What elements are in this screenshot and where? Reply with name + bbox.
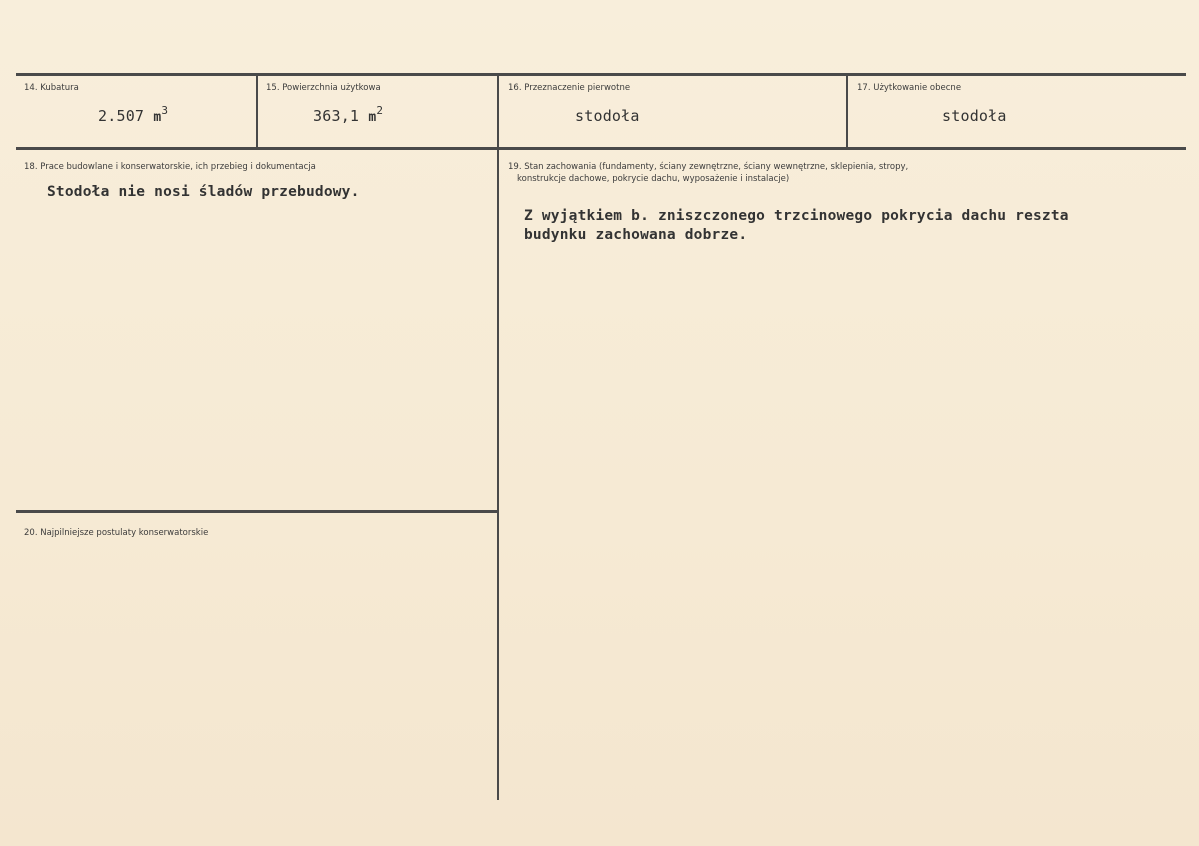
field-17-value: stodoła: [942, 107, 1007, 125]
field-15-unit: m: [368, 110, 377, 125]
section18-bottom-rule: [16, 510, 497, 513]
row1-bottom-rule: [16, 147, 1186, 150]
field-19-label-line1: 19. Stan zachowania (fundamenty, ściany zewnętrzne, ściany wewnętrzne, sklepienia, stropy,: [508, 162, 909, 172]
field-16-label: 16. Przeznaczenie pierwotne: [508, 83, 631, 93]
field-19-label-line2: konstrukcje dachowe, pokrycie dachu, wyposażenie i instalacje): [517, 174, 790, 184]
field-18-value: Stodoła nie nosi śladów przebudowy.: [47, 184, 360, 200]
field-14-value: [98, 104, 168, 125]
field-14-label: 14. Kubatura: [24, 83, 79, 93]
divider-14-15: [256, 75, 258, 149]
field-19-value-line2: budynku zachowana dobrze.: [524, 227, 748, 243]
divider-16-17: [846, 75, 848, 149]
field-14-number: 2.507: [98, 107, 145, 125]
field-18-label: 18. Prace budowlane i konserwatorskie, ich przebieg i dokumentacja: [24, 162, 316, 172]
field-14-exponent: 3: [161, 104, 169, 117]
field-16-value: stodoła: [575, 107, 640, 125]
field-15-number: 363,1: [313, 107, 360, 125]
field-14-unit: m: [153, 110, 162, 125]
field-15-value: [313, 104, 383, 125]
field-19-value-line1: Z wyjątkiem b. zniszczonego trzcinowego pokrycia dachu reszta: [524, 208, 1069, 224]
field-20-label: 20. Najpilniejsze postulaty konserwatorskie: [24, 528, 209, 538]
top-rule: [16, 73, 1186, 76]
field-15-label: 15. Powierzchnia użytkowa: [266, 83, 381, 93]
field-15-exponent: 2: [376, 104, 384, 117]
field-17-label: 17. Użytkowanie obecne: [857, 83, 962, 93]
divider-main: [497, 75, 499, 800]
